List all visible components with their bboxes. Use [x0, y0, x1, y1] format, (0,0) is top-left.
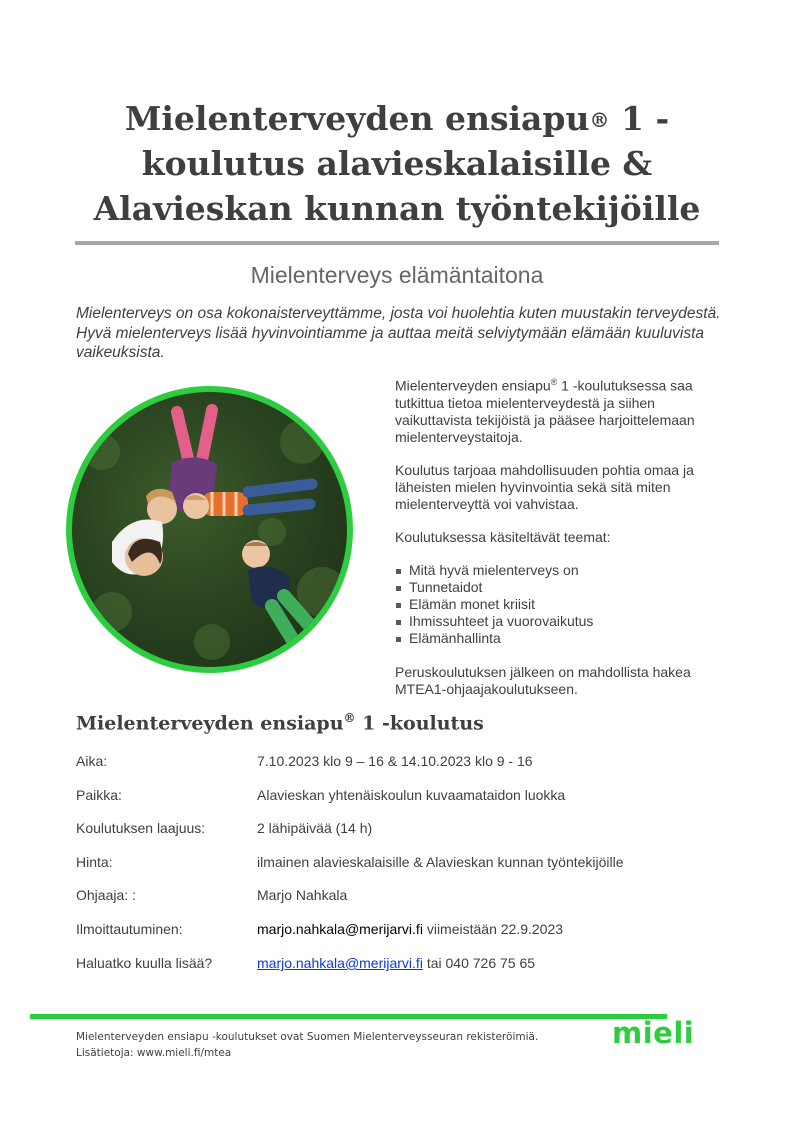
info-row-ohjaaja [76, 887, 736, 907]
info-row-aika [76, 753, 736, 773]
info-value: Marjo Nahkala [257, 887, 348, 903]
mieli-logo: mieli [612, 1016, 695, 1050]
registered-mark: ® [589, 108, 610, 132]
footer-divider [30, 1014, 667, 1019]
info-label: Ilmoittautuminen: [76, 921, 183, 937]
info-label: Ohjaaja: : [76, 887, 136, 903]
intro-paragraph: Mielenterveys on osa kokonaisterveyttämme, josta voi huolehtia kuten muustakin terveydestä. Hyvä mielenterveys lisää hyvinvointiamme ja auttaa meitä selviytymään elämään kuuluvista vaikeuksista. [76, 305, 721, 361]
info-row-hinta [76, 854, 736, 874]
themes-list [395, 562, 725, 647]
title-line-3: Alavieskan kunnan työntekijöille [93, 189, 701, 228]
info-label: Koulutuksen laajuus: [76, 820, 206, 836]
family-lying-on-grass-illustration [72, 392, 347, 667]
list-item: Elämänhallinta [395, 630, 725, 647]
registered-mark: ® [343, 711, 356, 725]
info-label: Aika: [76, 753, 108, 769]
description-paragraph-1: Mielenterveyden ensiapu® 1 -koulutuksessa saa tutkittua tietoa mielenterveydestä ja siihen vaikuttavista tekijöistä ja pääsee harjoittelemaan mielenterveystaitoja. [395, 377, 695, 445]
description-column [395, 374, 725, 714]
title-line-2: koulutus alavieskalaisille & [141, 144, 653, 183]
info-row-paikka [76, 787, 736, 807]
info-value: marjo.nahkala@merijarvi.fi tai 040 726 75 65 [257, 955, 536, 971]
footer-line-2: Lisätietoja: www.mieli.fi/mtea [76, 1047, 232, 1059]
family-photo [66, 386, 353, 673]
footer-line-1: Mielenterveyden ensiapu -koulutukset ovat Suomen Mielenterveysseuran rekisteröimiä. [76, 1031, 539, 1043]
description-paragraph-4: Peruskoulutuksen jälkeen on mahdollista hakea MTEA1-ohjaajakoulutukseen. [395, 663, 691, 697]
info-row-laajuus [76, 820, 736, 840]
page-title [60, 96, 734, 231]
list-item: Elämän monet kriisit [395, 596, 725, 613]
subtitle: Mielenterveys elämäntaitona [250, 262, 544, 288]
info-label: Paikka: [76, 787, 122, 803]
themes-heading: Koulutuksessa käsiteltävät teemat: [395, 528, 611, 545]
info-value: 7.10.2023 klo 9 – 16 & 14.10.2023 klo 9 - 16 [257, 753, 533, 769]
info-value: 2 lähipäivää (14 h) [257, 820, 373, 836]
info-value: ilmainen alavieskalaisille & Alavieskan kunnan työntekijöille [257, 854, 624, 870]
title-divider [75, 241, 719, 245]
registered-mark: ® [550, 377, 558, 387]
info-row-ilmoittautuminen [76, 921, 736, 941]
footer-text [76, 1029, 538, 1061]
info-label: Hinta: [76, 854, 113, 870]
list-item: Tunnetaidot [395, 579, 725, 596]
info-value: marjo.nahkala@merijarvi.fi viimeistään 22.9.2023 [257, 921, 564, 937]
registration-email: marjo.nahkala@merijarvi.fi [257, 921, 423, 937]
description-paragraph-2: Koulutus tarjoaa mahdollisuuden pohtia omaa ja läheisten mielen hyvinvointia sekä sitä miten mielenterveyttä voi vahvistaa. [395, 461, 694, 512]
section-heading: Mielenterveyden ensiapu® 1 -koulutus [76, 711, 484, 735]
info-label: Haluatko kuulla lisää? [76, 955, 213, 971]
contact-email-link[interactable]: marjo.nahkala@merijarvi.fi [257, 955, 423, 971]
info-row-lisaa [76, 955, 736, 975]
list-item: Mitä hyvä mielenterveys on [395, 562, 725, 579]
info-value: Alavieskan yhtenäiskoulun kuvaamataidon luokka [257, 787, 566, 803]
title-line-1: Mielenterveyden ensiapu® 1 - [124, 99, 670, 138]
list-item: Ihmissuhteet ja vuorovaikutus [395, 613, 725, 630]
